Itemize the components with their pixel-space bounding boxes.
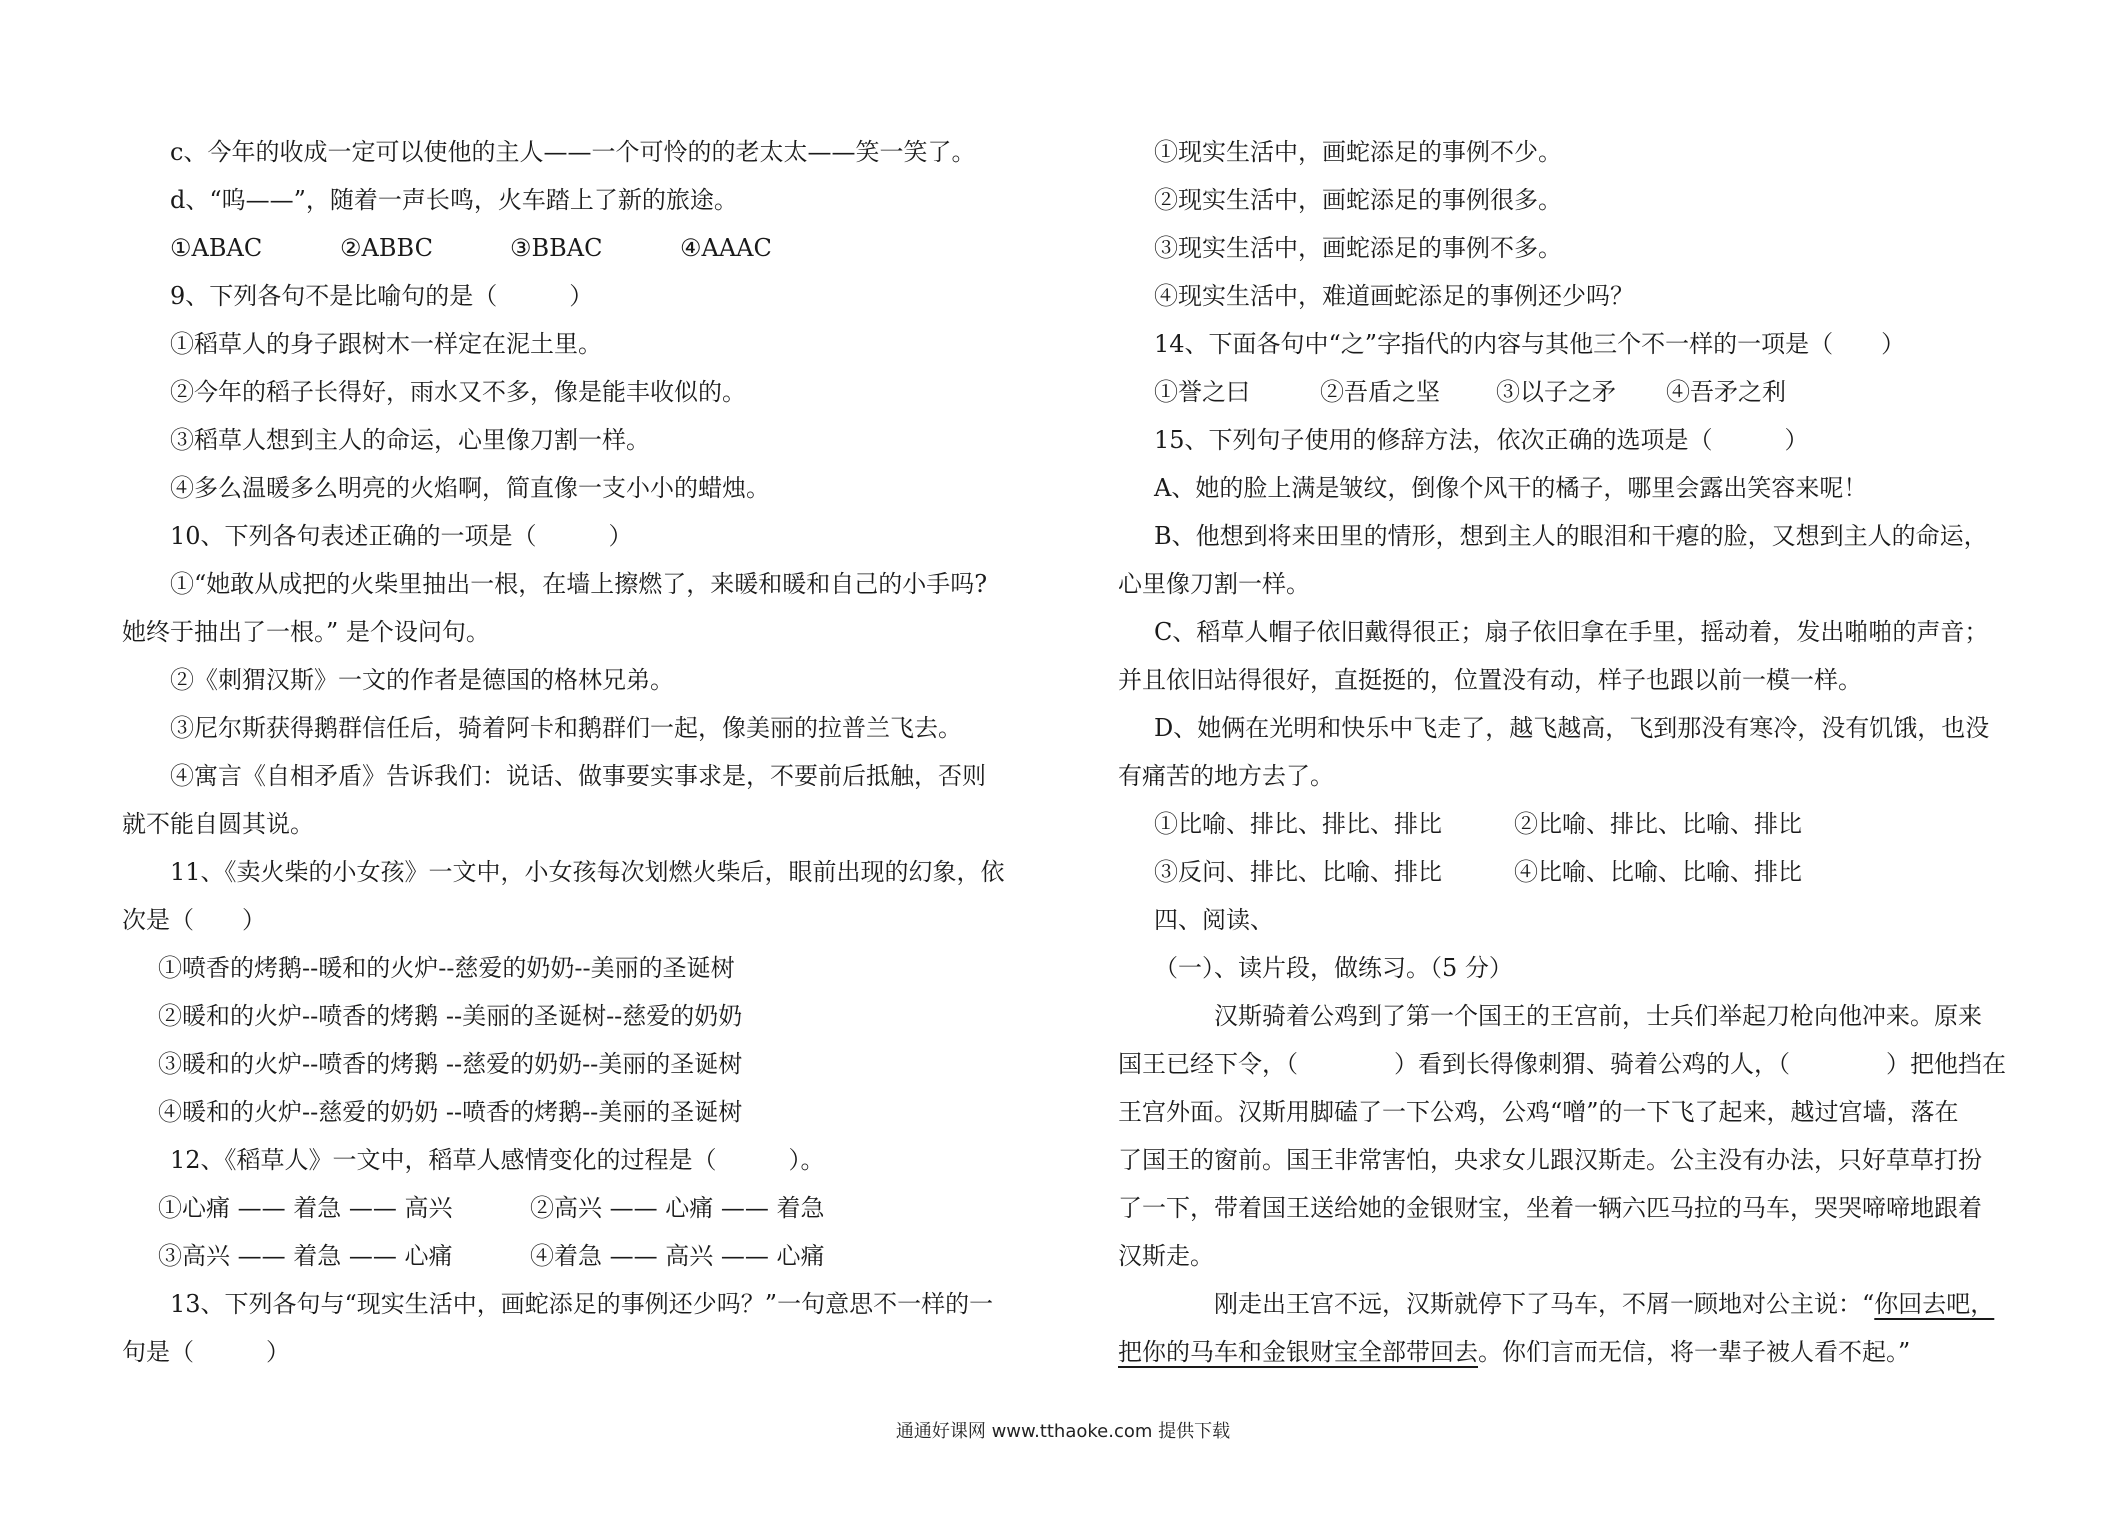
passage-text: ）把他挡在: [1886, 1050, 2006, 1078]
q15-choices-row2: [1118, 848, 2038, 896]
q15-sentence-d1: D、她俩在光明和快乐中飞走了，越飞越高，飞到那没有寒冷，没有饥饿，也没: [1154, 714, 1990, 742]
q10-choice-3: ③尼尔斯获得鹅群信任后，骑着阿卡和鹅群们一起，像美丽的拉普兰飞去。: [170, 714, 962, 742]
footer-credit: 通通好课网 www.tthaoke.com 提供下载: [895, 1421, 1231, 1442]
q8-choice-4: ④AAAC: [680, 234, 772, 262]
passage-text: ）看到长得像刺猬、骑着公鸡的人，（: [1394, 1050, 1790, 1078]
q12-stem: 12、《稻草人》一文中，稻草人感情变化的过程是（ ）。: [170, 1146, 825, 1174]
q14-choice-4: ④吾矛之利: [1666, 378, 1786, 406]
q15-sentence-a: A、她的脸上满是皱纹，倒像个风干的橘子，哪里会露出笑容来呢！: [1154, 474, 1868, 502]
passage-text: 。你们言而无信，将一辈子被人看不起。”: [1478, 1338, 1911, 1366]
section-4-part-1-heading: （一）、读片段，做练习。（5 分）: [1154, 954, 1513, 982]
q12-choice-3: ③高兴 —— 着急 —— 心痛: [158, 1242, 453, 1270]
q11-choice-3: ③暖和的火炉--喷香的烤鹅 --慈爱的奶奶--美丽的圣诞树: [158, 1050, 743, 1078]
passage-p1-line1: 汉斯骑着公鸡到了第一个国王的王宫前，士兵们举起刀枪向他冲来。原来: [1214, 1002, 1982, 1030]
q14-choice-3: ③以子之矛: [1496, 378, 1616, 406]
section-4-heading: 四、阅读、: [1154, 906, 1274, 934]
q15-choices-row1: [1118, 800, 2038, 848]
underlined-text: 把你的马车和金银财宝全部带回去: [1118, 1338, 1478, 1366]
q12-choices-row1: [122, 1184, 1042, 1232]
q11-stem-a: 11、《卖火柴的小女孩》一文中，小女孩每次划燃火柴后，眼前出现的幻象，依: [170, 858, 1005, 886]
q8-choices: [122, 224, 1042, 272]
passage-p1-line6: 汉斯走。: [1118, 1242, 1214, 1270]
passage-p1-line2: [1118, 1040, 2038, 1088]
q15-choice-3: ③反问、排比、比喻、排比: [1154, 858, 1442, 886]
q13-choice-2: ②现实生活中，画蛇添足的事例很多。: [1154, 186, 1562, 214]
q12-choice-1: ①心痛 —— 着急 —— 高兴: [158, 1194, 453, 1222]
q8-choice-2: ②ABBC: [340, 234, 433, 262]
q10-stem: 10、下列各句表述正确的一项是（ ）: [170, 522, 633, 550]
underlined-text: 你回去吧，: [1874, 1290, 1995, 1318]
q8-option-d: d、“呜——”，随着一声长鸣，火车踏上了新的旅途。: [170, 186, 738, 214]
q15-sentence-c1: C、稻草人帽子依旧戴得很正；扇子依旧拿在手里，摇动着，发出啪啪的声音；: [1154, 618, 1989, 646]
q15-choice-1: ①比喻、排比、排比、排比: [1154, 810, 1442, 838]
passage-text: 刚走出王宫不远，汉斯就停下了马车，不屑一顾地对公主说：“: [1214, 1290, 1875, 1318]
q15-choice-2: ②比喻、排比、比喻、排比: [1514, 810, 1802, 838]
q13-stem-b: 句是（ ）: [122, 1338, 290, 1366]
q13-choice-3: ③现实生活中，画蛇添足的事例不多。: [1154, 234, 1562, 262]
q11-stem-b: 次是（ ）: [122, 906, 266, 934]
q12-choice-2: ②高兴 —— 心痛 —— 着急: [530, 1194, 825, 1222]
q10-choice-4a: ④寓言《自相矛盾》告诉我们：说话、做事要实事求是，不要前后抵触，否则: [170, 762, 986, 790]
q9-choice-2: ②今年的稻子长得好，雨水又不多，像是能丰收似的。: [170, 378, 746, 406]
q8-option-c: c、今年的收成一定可以使他的主人——一个可怜的的老太太——笑一笑了。: [170, 138, 976, 166]
q13-stem-a: 13、下列各句与“现实生活中，画蛇添足的事例还少吗？”一句意思不一样的一: [170, 1290, 994, 1318]
q15-sentence-b1: B、他想到将来田里的情形，想到主人的眼泪和干瘪的脸，又想到主人的命运，: [1154, 522, 1988, 550]
right-column: [1118, 128, 2038, 1376]
q9-choice-1: ①稻草人的身子跟树木一样定在泥土里。: [170, 330, 602, 358]
q8-choice-1: ①ABAC: [170, 234, 263, 262]
q8-choice-3: ③BBAC: [510, 234, 603, 262]
q14-choices: [1118, 368, 2038, 416]
q10-choice-1a: ①“她敢从成把的火柴里抽出一根，在墙上擦燃了，来暖和暖和自己的小手吗?: [170, 570, 988, 598]
passage-p1-line3: 王宫外面。汉斯用脚磕了一下公鸡，公鸡“噌”的一下飞了起来，越过宫墙，落在: [1118, 1098, 1959, 1126]
q14-choice-1: ①誉之曰: [1154, 378, 1250, 406]
q15-sentence-d2: 有痛苦的地方去了。: [1118, 762, 1334, 790]
q13-choice-4: ④现实生活中，难道画蛇添足的事例还少吗？: [1154, 282, 1634, 310]
q14-stem: 14、下面各句中“之”字指代的内容与其他三个不一样的一项是（ ）: [1154, 330, 1906, 358]
q15-sentence-b2: 心里像刀割一样。: [1118, 570, 1310, 598]
q9-stem: 9、下列各句不是比喻句的是（ ）: [170, 282, 594, 310]
q9-choice-3: ③稻草人想到主人的命运，心里像刀割一样。: [170, 426, 650, 454]
q10-choice-4b: 就不能自圆其说。: [122, 810, 314, 838]
q10-choice-1b: 她终于抽出了一根。” 是个设问句。: [122, 618, 490, 646]
passage-p1-line4: 了国王的窗前。国王非常害怕，央求女儿跟汉斯走。公主没有办法，只好草草打扮: [1118, 1146, 1982, 1174]
q12-choices-row2: [122, 1232, 1042, 1280]
q13-choice-1: ①现实生活中，画蛇添足的事例不少。: [1154, 138, 1562, 166]
q10-choice-2: ②《刺猬汉斯》一文的作者是德国的格林兄弟。: [170, 666, 674, 694]
q14-choice-2: ②吾盾之坚: [1320, 378, 1440, 406]
q9-choice-4: ④多么温暖多么明亮的火焰啊，简直像一支小小的蜡烛。: [170, 474, 770, 502]
q15-stem: 15、下列句子使用的修辞方法，依次正确的选项是（ ）: [1154, 426, 1809, 454]
passage-p2-line1: [1118, 1280, 2038, 1328]
passage-p1-line5: 了一下，带着国王送给她的金银财宝，坐着一辆六匹马拉的马车，哭哭啼啼地跟着: [1118, 1194, 1982, 1222]
left-column: [122, 128, 1042, 1376]
q15-choice-4: ④比喻、比喻、比喻、排比: [1514, 858, 1802, 886]
q12-choice-4: ④着急 —— 高兴 —— 心痛: [530, 1242, 825, 1270]
q11-choice-1: ①喷香的烤鹅--暖和的火炉--慈爱的奶奶--美丽的圣诞树: [158, 954, 735, 982]
passage-text: 国王已经下令，（: [1118, 1050, 1298, 1078]
q11-choice-4: ④暖和的火炉--慈爱的奶奶 --喷香的烤鹅--美丽的圣诞树: [158, 1098, 743, 1126]
q15-sentence-c2: 并且依旧站得很好，直挺挺的，位置没有动，样子也跟以前一模一样。: [1118, 666, 1862, 694]
q11-choice-2: ②暖和的火炉--喷香的烤鹅 --美丽的圣诞树--慈爱的奶奶: [158, 1002, 743, 1030]
passage-p2-line2: [1118, 1328, 2038, 1376]
